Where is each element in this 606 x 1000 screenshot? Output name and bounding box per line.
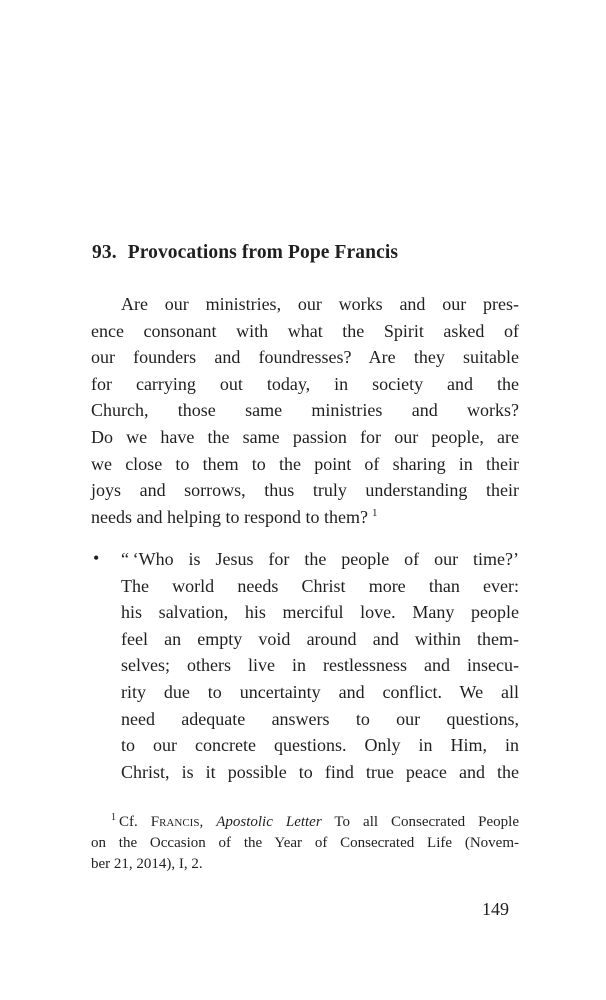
- footnote-author: Francis: [150, 814, 200, 830]
- section-title: Provocations from Pope Francis: [127, 242, 399, 263]
- bullet-text: [121, 546, 519, 785]
- footnote-text-line: ber 21, 2014), I, 2.: [91, 855, 203, 872]
- footnote-reference: 1: [371, 506, 378, 519]
- bullet-icon: •: [93, 548, 100, 568]
- text-line: “ ‘Who is Jesus for the people of our time?’: [121, 549, 519, 569]
- text-line: selves; others live in restlessness and insecu-: [121, 655, 519, 676]
- footnote-text-line: [91, 812, 519, 833]
- text-line: need adequate answers to our questions,: [121, 708, 519, 729]
- text-line: The world needs Christ more than ever:: [121, 575, 519, 596]
- footnote-rest: To all Consecrated People: [321, 814, 519, 830]
- text-line-content: needs and helping to respond to them?: [91, 506, 368, 527]
- section-heading: [92, 242, 398, 264]
- footnote-cf: Cf.: [119, 814, 151, 830]
- text-line: ence consonant with what the Spirit asked of: [91, 320, 519, 341]
- section-number: 93.: [92, 242, 117, 263]
- text-line: Do we have the same passion for our people, are: [91, 426, 519, 447]
- opening-paragraph: [91, 291, 519, 530]
- footnote-text-line: on the Occasion of the Year of Consecrated Life (Novem-: [91, 834, 519, 851]
- text-line: to our concrete questions. Only in Him, in: [121, 735, 519, 756]
- footnote-marker: 1: [111, 812, 116, 823]
- bullet-item: [91, 546, 519, 785]
- text-line: joys and sorrows, thus truly understanding their: [91, 480, 519, 501]
- text-line: Christ, is it possible to find true peace and the: [121, 761, 519, 782]
- footnote-work-title: Apostolic Letter: [216, 814, 322, 830]
- text-line: our founders and foundresses? Are they suitable: [91, 347, 519, 368]
- footnote: [91, 812, 519, 874]
- text-line: Are our ministries, our works and our pres-: [121, 294, 519, 314]
- footnote-separator: ,: [199, 814, 217, 830]
- text-line: [91, 504, 519, 531]
- text-line: rity due to uncertainty and conflict. We all: [121, 681, 519, 702]
- text-line: for carrying out today, in society and the: [91, 373, 519, 394]
- page-number: 149: [482, 899, 509, 919]
- text-line: Church, those same ministries and works?: [91, 400, 519, 421]
- text-line: feel an empty void around and within them-: [121, 628, 519, 649]
- text-line: his salvation, his merciful love. Many people: [121, 602, 519, 623]
- text-line: we close to them to the point of sharing in their: [91, 453, 519, 474]
